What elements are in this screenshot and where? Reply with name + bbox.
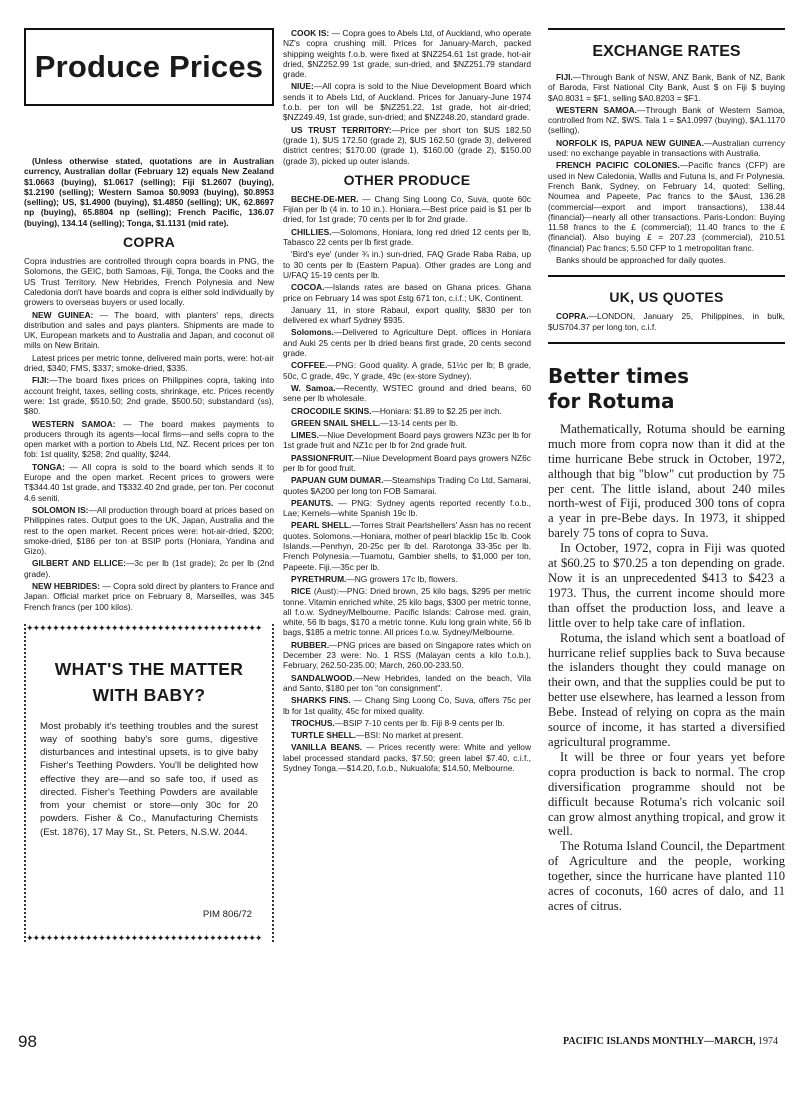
top-rule: [548, 28, 785, 30]
produce-item: PAPUAN GUM DUMAR.—Steamships Trading Co Ltd, Samarai, quotes $A200 per long ton FOB Samarai.: [283, 475, 531, 496]
ad-code: PIM 806/72: [202, 908, 252, 920]
copra-list: [24, 256, 274, 612]
section-rule: [548, 275, 785, 277]
other-produce-list: [283, 194, 531, 773]
produce-item: W. Samoa.—Recently, WSTEC ground and dried beans, 60 sene per lb wholesale.: [283, 382, 531, 404]
exchange-item: NORFOLK IS, PAPUA NEW GUINEA.—Australian currency used: no exchange payable in transactions with Australia.: [548, 137, 785, 159]
produce-item: SANDALWOOD.—New Hebrides, landed on the beach, Vila and Santo, $180 per ton "on consignment".: [283, 672, 531, 693]
rotuma-headline: [548, 364, 785, 414]
cook-islands-entry: COOK IS: — Copra goes to Abels Ltd, of Auckland, who operate NZ's copra crushing mill. Prices for January-March, packed shipping weights f.o.b. were fixed at $NZ254.61 1st grade, hot-air dried, $NZ252.99 1st grade, sun-dried, and $NZ251.79 standard grade.: [283, 28, 531, 80]
copra-paragraph: NEW GUINEA: — The board, with planters' reps, directs distribution and sales and pays planters. Shipments are made to UK, European markets and to Australia and Japan, and coconut oil mills on New Britain.: [24, 309, 274, 351]
copra-paragraph: GILBERT AND ELLICE:—3c per lb (1st grade); 2c per lb (2nd grade).: [24, 558, 275, 579]
produce-item: COFFEE.—PNG: Good quality. A grade, 51½c per lb; B grade, 50c, C grade, 49c, Y grade, 49c (ex-store Sydney).: [283, 360, 531, 381]
exchange-item: FIJI.—Through Bank of NSW, ANZ Bank, Bank of NZ, Bank of Baroda, First National City Bank, Aust $ on Fiji $ buying $A0.8031 = $F1, selling $A0.8203 = $F1.: [548, 72, 785, 103]
exchange-rates-heading: EXCHANGE RATES: [592, 43, 741, 60]
produce-item: RUBBER.—PNG prices are based on Singapore rates which on December 23 were: No. 1 RSS (Malayan cents a kilo f.o.b.), February, 262.50-235.00; March, 260.00-233.50.: [283, 639, 531, 671]
copra-paragraph: Copra industries are controlled through copra boards in PNG, the Solomons, the GEIC, both Samoas, Fiji, Tonga, the Cooks and the US Trust Territory. New Hebrides, French Polynesia and New Caledonia don't have boards and copra is either sold individually by growers to overseas buyers or used locally.: [24, 256, 274, 308]
rotuma-headline-line: for Rotuma: [548, 388, 675, 413]
produce-item: PEANUTS. — PNG: Sydney agents reported recently f.o.b., Lae; Kernels—white Spanish 19c lb.: [283, 497, 531, 519]
produce-item: 'Bird's eye' (under ¾ in.) sun-dried, FAQ Grade Raba Raba, up to 30 cents per lb (Eastern Papua). Other grades are Long and U/FAQ 15-19 cents per lb.: [283, 249, 531, 280]
produce-item: GREEN SNAIL SHELL.—13-14 cents per lb.: [291, 417, 458, 428]
article-paragraph: In October, 1972, copra in Fiji was quoted at $60.25 to $70.25 a ton depending on grade. Now it is an unprecedented $413 to $423 a 1973. Thus, the current income should more than offset the production loss, and leave a little over to help take care of inflation.: [548, 541, 785, 630]
rotuma-article: [548, 422, 785, 914]
page-number: 98: [18, 1032, 37, 1051]
other-produce-heading: OTHER PRODUCE: [343, 171, 471, 188]
produce-item: LIMES.—Niue Development Board pays growers NZ3c per lb for 1st grade fruit and NZ1c per lb for 2nd grade fruit.: [283, 430, 531, 451]
exchange-list: [548, 72, 785, 265]
produce-item: TROCHUS.—BSIP 7-10 cents per lb. Fiji 8-9 cents per lb.: [291, 717, 505, 728]
uk-us-quotes-heading: UK, US QUOTES: [609, 289, 724, 306]
produce-prices-box: [24, 28, 274, 106]
us-trust-entry: US TRUST TERRITORY:—Price per short ton $US 182.50 (grade 1), $US 172.50 (grade 2), $US 162.50 (grade 3), delivered district centres; $170.00 (grade 1), $160.00 (grade 2), $150.00 (grade 3), picked up outer islands.: [283, 124, 531, 166]
section-rule: [548, 342, 785, 344]
rotuma-headline-line: Better times: [548, 363, 690, 388]
article-paragraph: The Rotuma Island Council, the Department of Agriculture and the people, working together, since the hurricane have planted 110 acres of coconuts, 160 acres of dalo, and 11 acres of citrus.: [548, 839, 785, 913]
copra-paragraph: NEW HEBRIDES: — Copra sold direct by planters to France and Japan. Official market price on February 8, Marseilles, was 345 French francs (per 100 kilos).: [24, 580, 274, 612]
produce-item: PEARL SHELL.—Torres Strait Pearlshellers' Assn has no recent quotes. Solomons.—Honiara, mother of pearl blacklip 15c lb. Cook Islands.—Penrhyn, 20-25c per lb del. Rarotonga 33-35c per lb. French Polynesia.—Tuamotu, Gambier shells, to $1,000 per ton, Papeete. Fiji.—35c per lb.: [283, 520, 531, 572]
publication-line: PACIFIC ISLANDS MONTHLY—MARCH, 1974: [562, 1036, 778, 1047]
teething-powder-ad: [24, 624, 274, 942]
copra-heading: COPRA: [122, 234, 176, 251]
exchange-item: Banks should be approached for daily quotes.: [556, 255, 726, 266]
right-column: [548, 28, 785, 914]
copra-paragraph: TONGA: — All copra is sold to the board which sends it to Europe and the open market. Recent prices to growers were T$344.40 1st grade, and T$332.40 2nd grade, per ton. Per coconut 4.6 seniti.: [24, 461, 274, 503]
currency-intro: (Unless otherwise stated, quotations are in Australian currency, Australian dollar (February 12) equals New Zealand $1.0663 (buying), $1.0617 (selling); Fiji $1.2607 (buying), $1.2190 (selling); Western Samoa $0.9093 (buying), $0.8953 (selling); US, $1.4900 (buying), $1.4850 (selling); UK, 62.8697 np (buying), 65.8804 np (selling); French Pacific, 136.07 (buying), 134.14 (selling); Tonga, $1.1131 (mid rate).: [24, 156, 274, 228]
article-paragraph: Mathematically, Rotuma should be earning much more from copra now than it did at the time hurricane Bebe struck in October, 1972, although that big "blow" cut production by 75 per cent. The little island, about 240 miles north-west of Fiji, produced 300 tons of copra a year in pre-Bebe days. In 1973, it shipped barely 75 tons of copra to Suva.: [548, 421, 785, 541]
article-paragraph: It will be three or four years yet before copra production is back to normal. The crop diversification programme should not be difficult because Rotuma's rich volcanic soil can grow almost anything tropical, and grow it well.: [548, 749, 785, 839]
produce-item: COCOA.—Islands rates are based on Ghana prices. Ghana price on February 14 was spot £stg 671 ton, c.i.f.; UK, Continent.: [283, 282, 531, 303]
copra-paragraph: Latest prices per metric tonne, delivered main ports, were: hot-air dried, $340; FMS, $337; smoke-dried, $335.: [24, 352, 274, 374]
page-footer: [18, 1032, 778, 1052]
ad-body: Most probably it's teething troubles and the surest way of soothing baby's sore gums, digestive disturbances and intestinal upsets, is to give baby Fisher's Teething Powders. You'll be delighted how effective they are—and so safe too, if used as directed. Fisher's Teething Powders are available from your chemist or store—only 30c for 20 powders. Fisher & Co., Manufacturing Chemists (Est. 1876), 17 May St., St. Peters, N.S.W. 2044.: [40, 720, 258, 838]
produce-item: TURTLE SHELL.—BSI: No market at present.: [291, 730, 464, 741]
ad-border-bottom: ✦✦✦✦✦✦✦✦✦✦✦✦✦✦✦✦✦✦✦✦✦✦✦✦✦✦✦✦✦✦✦✦✦✦✦✦: [26, 933, 262, 942]
left-column: [24, 28, 274, 942]
page-title: Produce Prices: [34, 48, 264, 84]
middle-column: [283, 28, 531, 775]
produce-item: PYRETHRUM.—NG growers 17c lb, flowers.: [291, 573, 458, 584]
exchange-item: WESTERN SAMOA.—Through Bank of Western Samoa, controlled from NZ, $WS. Tala 1 = $A1.0997 (buying), $A1.1170 (selling).: [548, 104, 786, 136]
ad-border-top: ✦✦✦✦✦✦✦✦✦✦✦✦✦✦✦✦✦✦✦✦✦✦✦✦✦✦✦✦✦✦✦✦✦✦✦✦: [26, 623, 262, 632]
produce-item: CHILLIES.—Solomons, Honiara, long red dried 12 cents per lb, Tabasco 22 cents per lb first grade.: [283, 226, 531, 248]
uk-us-copra-entry: COPRA.—LONDON, January 25, Philippines, in bulk, $US704.37 per long ton, c.i.f.: [548, 311, 785, 332]
produce-item: SHARKS FINS. — Chang Sing Loong Co, Suva, offers 75c per lb for 1st quality, 45c for mixed quality.: [283, 695, 531, 716]
produce-item: VANILLA BEANS. — Prices recently were: White and yellow label processed standard packs, $7.50; green label $7.40, c.i.f., Sydney Tonga.—$14.20, f.o.b., Nukualofa; $14.50, Melbourne.: [283, 742, 532, 773]
niue-entry: NIUE:—All copra is sold to the Niue Development Board which sends it to Abels Ltd, of Auckland. Prices for January-June 1974 f.o.b. per ton will be $NZ251.22, 1st grade, hot air-dried; $NZ249.49, 1st grade, sun-dried; and $NZ248.20, standard grade.: [283, 81, 531, 123]
produce-item: Solomons.—Delivered to Agriculture Dept. offices in Honiara and Auki 25 cents per lb dried beans first grade, 20 cents second grade.: [283, 327, 531, 359]
produce-item: BECHE-DE-MER. — Chang Sing Loong Co, Suva, quote 60c Fijian per lb (4 in. to 10 in.). Honiara.—Best price paid is $1 per lb dried, for 1st grade; 70 cents per lb for 2nd grade.: [283, 193, 531, 225]
produce-item: January 11, in store Rabaul, export quality, $830 per ton delivered ex wharf Sydney $935.: [283, 304, 531, 326]
exchange-item: FRENCH PACIFIC COLONIES.—Pacific francs (CFP) are used in New Caledonia, Wallis and Futuna Is, and Fr Polynesia. French Bank, Sydney, on February 14, quoted: Selling, Noumea and Papeete, Pac francs to the $Aust, 136.28 (commercial—export and import transactions), 138.44 (financial)—nearly all other transactions. Paris-London: Buying 11.58 francs to the £ (commercial); 11.40 francs to the £ (financial). Also buying £ = 207.23 (commercial), 210.51 (financial) Pac francs; 5.50 CFP to 1 metropolitan franc.: [548, 160, 785, 253]
article-paragraph: Rotuma, the island which sent a boatload of hurricane relief supplies back to Suva because the islanders thought they could manage on their own, and that the supplies could be put to better use elsewhere, has learned a lesson from Bebe. Instead of relying on copra as the main source of income, it has started a diversified agricultural programme.: [548, 630, 785, 749]
produce-item: RICE (Aust):—PNG: Dried brown, 25 kilo bags, $295 per metric tonne. Vitamin enriched white, 25 kilo bags, $300 per metric tonne, all f.o.w. Sydney/Melbourne. Pacific Islands: Calrose med. grain, white, 56 lb bags, $170 a metric tonne. Kulu long grain white, 56 lb bags, $185 a metric tonne. All prices f.o.w. Sydney/Melbourne.: [283, 586, 531, 638]
copra-paragraph: SOLOMON IS:—All production through board at prices based on Philippines rates. Output goes to the UK, Japan, Australia and the rest to the open market. Recent prices were: hot-air-dried, $200; smoke-dried, $186 per ton at BSIP ports (Honiara, Yandina and Gizo).: [24, 504, 274, 557]
produce-item: PASSIONFRUIT.—Niue Development Board pays growers NZ6c per lb for good fruit.: [283, 452, 531, 473]
ad-title: WHAT'S THE MATTER WITH BABY?: [54, 658, 244, 705]
copra-paragraph: FIJI:—The board fixes prices on Philippines copra, taking into account freight, taxes, selling costs, shrinkage, etc. Prices recently were: 1st grade, $510.50; 2nd grade, $500.50; substandard (ss), $80.: [24, 375, 274, 417]
copra-paragraph: WESTERN SAMOA: — The board makes payments to producers through its agents—local firms—and sells copra to the open market with a portion to Abels Ltd, NZ. Recent prices per ton fob: 1st quality, $258; 2nd quality, $244.: [24, 418, 274, 460]
produce-item: CROCODILE SKINS.—Honiara: $1.89 to $2.25 per inch.: [291, 405, 502, 416]
